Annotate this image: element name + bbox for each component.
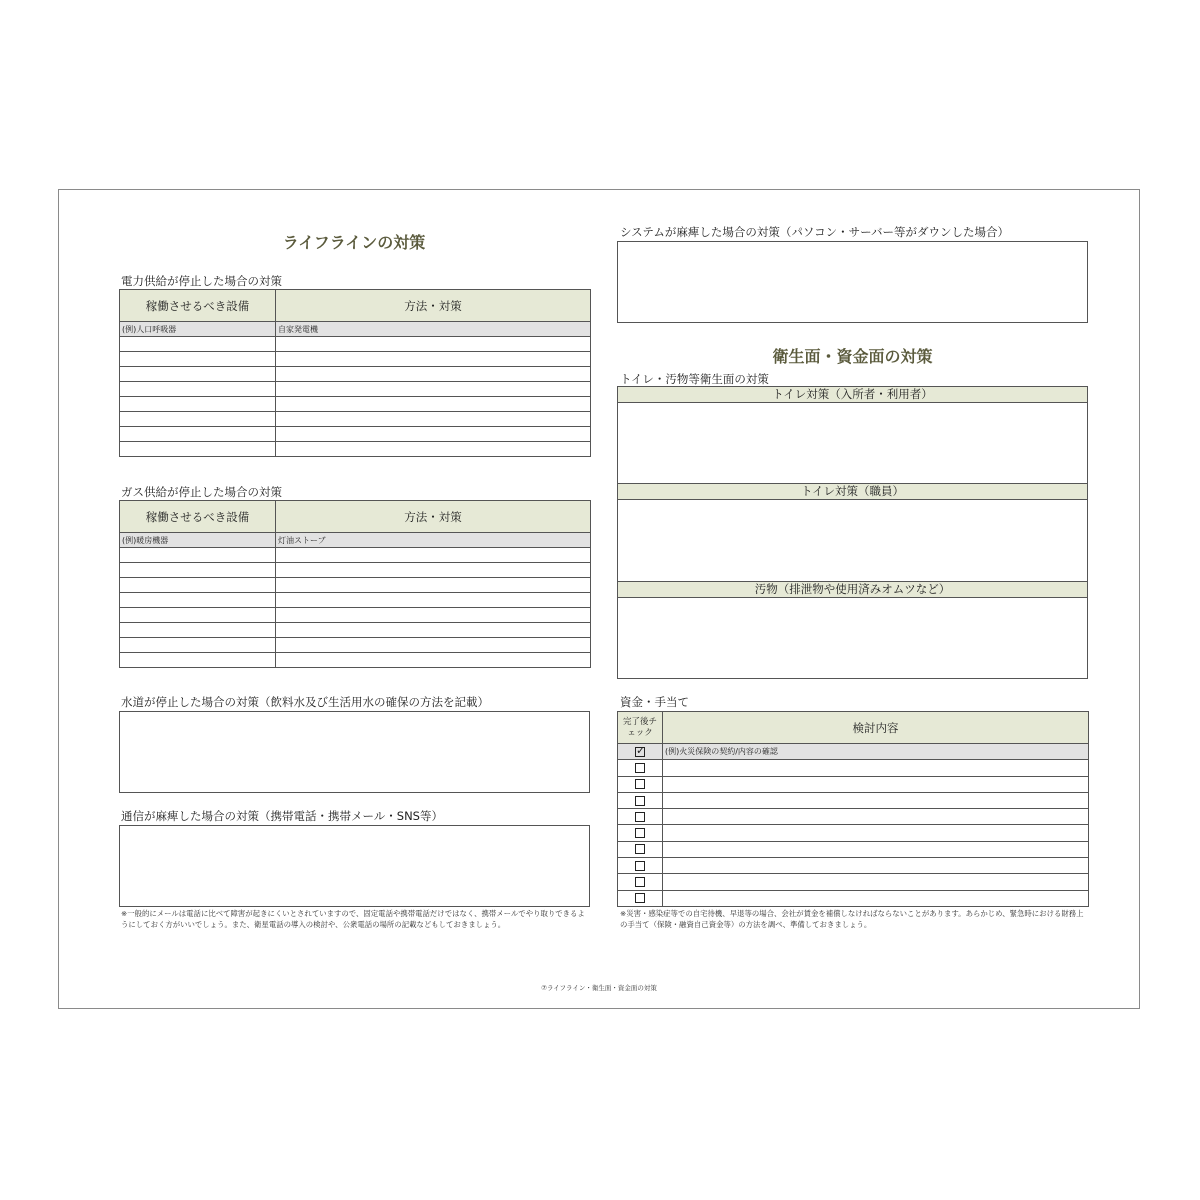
power-cell[interactable] — [120, 397, 276, 412]
table-row — [120, 427, 591, 442]
power-cell[interactable] — [120, 427, 276, 442]
table-row — [120, 367, 591, 382]
power-cell[interactable] — [120, 367, 276, 382]
funds-check-cell — [618, 776, 663, 792]
table-row — [120, 578, 591, 593]
table-row — [120, 533, 591, 548]
table-row — [120, 638, 591, 653]
funds-example-content: (例)火災保険の契約/内容の確認 — [663, 744, 1089, 760]
funds-check-cell — [618, 874, 663, 890]
table-row — [120, 352, 591, 367]
power-table — [119, 289, 591, 457]
power-cell[interactable] — [276, 397, 591, 412]
gas-example-equipment: (例)暖房機器 — [120, 533, 276, 548]
water-label: 水道が停止した場合の対策（飲料水及び生活用水の確保の方法を記載） — [121, 695, 489, 709]
gas-cell[interactable] — [120, 638, 276, 653]
funds-check-cell — [618, 841, 663, 857]
power-cell[interactable] — [120, 382, 276, 397]
table-row — [618, 760, 1089, 776]
table-row — [120, 608, 591, 623]
power-header-method: 方法・対策 — [276, 290, 591, 322]
table-row — [120, 397, 591, 412]
document-sheet — [58, 189, 1140, 1009]
gas-cell[interactable] — [120, 593, 276, 608]
waste-header: 汚物（排泄物や使用済みオムツなど） — [617, 581, 1088, 598]
power-cell[interactable] — [120, 337, 276, 352]
table-row — [120, 337, 591, 352]
gas-header-equipment: 稼働させるべき設備 — [120, 501, 276, 533]
power-cell[interactable] — [276, 427, 591, 442]
power-header-equipment: 稼働させるべき設備 — [120, 290, 276, 322]
gas-cell[interactable] — [276, 593, 591, 608]
funds-content-cell[interactable] — [663, 858, 1089, 874]
checkbox[interactable] — [635, 893, 645, 903]
lifeline-title: ライフラインの対策 — [282, 233, 426, 252]
checkbox[interactable] — [635, 796, 645, 806]
checkbox[interactable] — [635, 812, 645, 822]
checkbox[interactable] — [635, 828, 645, 838]
table-row — [618, 792, 1089, 808]
power-cell[interactable] — [276, 352, 591, 367]
gas-cell[interactable] — [276, 638, 591, 653]
table-row — [120, 563, 591, 578]
power-cell[interactable] — [276, 367, 591, 382]
funds-check-cell — [618, 858, 663, 874]
table-row — [618, 858, 1089, 874]
checkbox[interactable] — [635, 763, 645, 773]
table-row — [618, 841, 1089, 857]
gas-header-method: 方法・対策 — [276, 501, 591, 533]
table-row — [618, 825, 1089, 841]
water-input-box[interactable] — [119, 711, 590, 793]
gas-cell[interactable] — [120, 578, 276, 593]
gas-cell[interactable] — [276, 623, 591, 638]
table-row — [618, 809, 1089, 825]
funds-content-cell[interactable] — [663, 841, 1089, 857]
funds-header-check: 完了後チェック — [618, 712, 663, 744]
table-row — [120, 593, 591, 608]
power-label: 電力供給が停止した場合の対策 — [121, 274, 282, 288]
gas-cell[interactable] — [120, 548, 276, 563]
gas-label: ガス供給が停止した場合の対策 — [121, 485, 282, 499]
power-example-equipment: (例)人口呼吸器 — [120, 322, 276, 337]
power-cell[interactable] — [120, 352, 276, 367]
waste-input[interactable] — [618, 598, 1087, 678]
toilet-residents-header: トイレ対策（入所者・利用者） — [617, 386, 1088, 403]
gas-cell[interactable] — [120, 653, 276, 668]
table-row — [120, 322, 591, 337]
page-footer: ⑦ライフライン・衛生面・資金面の対策 — [541, 984, 657, 992]
funds-check-cell — [618, 792, 663, 808]
table-row — [120, 382, 591, 397]
gas-cell[interactable] — [276, 653, 591, 668]
gas-cell[interactable] — [276, 563, 591, 578]
hygiene-fund-title: 衛生面・資金面の対策 — [772, 347, 933, 366]
funds-header-content: 検討内容 — [663, 712, 1089, 744]
checkbox[interactable] — [635, 861, 645, 871]
funds-content-cell[interactable] — [663, 760, 1089, 776]
funds-content-cell[interactable] — [663, 890, 1089, 906]
funds-content-cell[interactable] — [663, 825, 1089, 841]
power-cell[interactable] — [120, 412, 276, 427]
funds-content-cell[interactable] — [663, 792, 1089, 808]
table-row — [120, 442, 591, 457]
table-row — [618, 744, 1089, 760]
gas-cell[interactable] — [120, 563, 276, 578]
funds-note: ※災害・感染症等での自宅待機、早退等の場合、会社が賃金を補償しなければならないことがあります。あらかじめ、緊急時における財務上の手当て（保険・融資自己資金等）の方法を調べ、準備しておきましょう。 — [620, 909, 1084, 929]
checkbox[interactable] — [635, 844, 645, 854]
gas-cell[interactable] — [120, 608, 276, 623]
gas-cell[interactable] — [120, 623, 276, 638]
table-row — [618, 890, 1089, 906]
funds-table — [617, 711, 1089, 907]
toilet-staff-header: トイレ対策（職員） — [617, 483, 1088, 500]
hygiene-label: トイレ・汚物等衛生面の対策 — [620, 372, 769, 386]
system-input-box[interactable] — [617, 241, 1088, 323]
funds-check-cell — [618, 744, 663, 760]
gas-cell[interactable] — [276, 608, 591, 623]
checkbox[interactable] — [635, 779, 645, 789]
toilet-residents-input[interactable] — [618, 403, 1087, 483]
gas-cell[interactable] — [276, 548, 591, 563]
funds-check-cell — [618, 890, 663, 906]
power-cell[interactable] — [276, 382, 591, 397]
checkbox[interactable] — [635, 877, 645, 887]
power-cell[interactable] — [276, 412, 591, 427]
power-example-method: 自家発電機 — [276, 322, 591, 337]
funds-label: 資金・手当て — [620, 695, 689, 709]
funds-content-cell[interactable] — [663, 809, 1089, 825]
table-row — [618, 776, 1089, 792]
comm-input-box[interactable] — [119, 825, 590, 907]
gas-example-method: 灯油ストーブ — [276, 533, 591, 548]
power-cell[interactable] — [120, 442, 276, 457]
table-row — [120, 412, 591, 427]
checked-checkbox[interactable] — [635, 747, 645, 757]
gas-cell[interactable] — [276, 578, 591, 593]
comm-note: ※一般的にメールは電話に比べて障害が起きにくいとされていますので、固定電話や携帯電話だけではなく、携帯メールでやり取りできるようにしておく方がいいでしょう。また、衛星電話の導入の検討や、公衆電話の場所の記載などもしておきましょう。 — [121, 909, 585, 929]
table-row — [120, 623, 591, 638]
gas-table — [119, 500, 591, 668]
toilet-staff-input[interactable] — [618, 500, 1087, 581]
funds-content-cell[interactable] — [663, 874, 1089, 890]
power-cell[interactable] — [276, 442, 591, 457]
table-row — [120, 548, 591, 563]
power-cell[interactable] — [276, 337, 591, 352]
table-row — [120, 653, 591, 668]
comm-label: 通信が麻痺した場合の対策（携帯電話・携帯メール・SNS等） — [121, 809, 443, 823]
funds-check-cell — [618, 809, 663, 825]
funds-check-cell — [618, 760, 663, 776]
funds-content-cell[interactable] — [663, 776, 1089, 792]
funds-check-cell — [618, 825, 663, 841]
system-label: システムが麻痺した場合の対策（パソコン・サーバー等がダウンした場合） — [620, 225, 1010, 239]
table-row — [618, 874, 1089, 890]
